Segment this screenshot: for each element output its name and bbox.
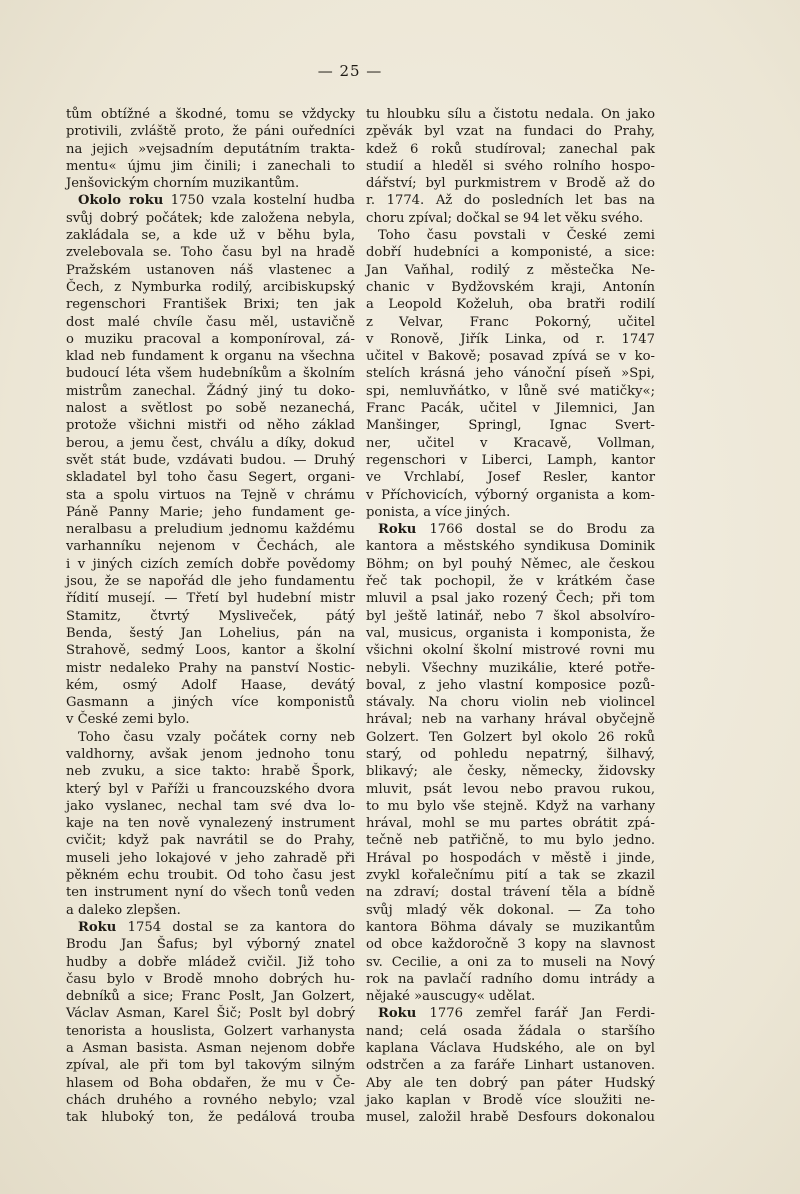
line-text: dobří hudebníci a komponisté, a sice:: [366, 245, 655, 261]
line-text: varhanníku nejenom v Čechách, ale: [66, 539, 355, 555]
text-line: [366, 988, 655, 1005]
line-text: protože všichni mistři od něho základ: [66, 418, 355, 434]
line-text: kantora a městského syndikusa Dominik: [366, 539, 655, 555]
text-line: [366, 1005, 655, 1022]
line-text: spi, nemluvňátko, v lůně své matičky«;: [366, 383, 655, 399]
line-text: nand; celá osada žádala o staršího: [366, 1023, 655, 1039]
text-line: [366, 192, 655, 209]
text-line: [366, 919, 655, 936]
line-text: debníků a sice; Franc Poslt, Jan Golzert,: [66, 989, 355, 1005]
line-text: kantora Böhma dávaly se muzikantům: [366, 919, 655, 935]
text-line: [366, 487, 655, 504]
line-text: jako kaplan v Brodě více sloužiti ne-: [366, 1092, 655, 1108]
line-text: o muziku pracoval a komponíroval, zá-: [66, 331, 355, 347]
text-line: [66, 210, 355, 227]
text-line: [66, 1075, 355, 1092]
text-line: [366, 538, 655, 555]
text-line: [366, 850, 655, 867]
text-line: [366, 504, 655, 521]
line-text: nalost a světlost po sobě nezanechá,: [66, 401, 355, 417]
line-text: Manšinger, Springl, Ignac Svert-: [366, 418, 655, 434]
text-line: [66, 296, 355, 313]
text-line: [366, 677, 655, 694]
text-line: [66, 279, 355, 296]
text-line: [66, 573, 355, 590]
line-text: ponista, a více jiných.: [366, 504, 511, 520]
text-line: [366, 435, 655, 452]
line-text: sv. Cecilie, a oni za to museli na Nový: [366, 954, 655, 970]
line-text: 1750 vzala kostelní hudba: [170, 193, 355, 209]
text-line: [366, 521, 655, 538]
line-text: v Příchovicích, výborný organista a kom-: [366, 487, 655, 503]
line-text: museli jeho lokajové v jeho zahradě při: [66, 850, 355, 866]
text-line: [366, 417, 655, 434]
line-text: od obce každoročně 3 kopy na slavnost: [366, 937, 655, 953]
text-line: [66, 781, 355, 798]
line-text: dářství; byl purkmistrem v Brodě až do: [366, 176, 655, 192]
text-line: [66, 746, 355, 763]
text-line: [66, 1023, 355, 1040]
line-text: času bylo v Brodě mnoho dobrých hu-: [66, 971, 355, 987]
text-line: [366, 763, 655, 780]
text-line: [66, 227, 355, 244]
text-line: [366, 867, 655, 884]
line-text: tak hluboký ton, že pedálová trouba: [66, 1110, 355, 1126]
text-line: [366, 244, 655, 261]
line-text: Golzert. Ten Golzert byl okolo 26 roků: [366, 729, 655, 745]
line-text: mistrům zanechal. Žádný jiný tu doko-: [66, 383, 355, 399]
text-line: [66, 798, 355, 815]
line-text: r. 1774. Až do posledních let bas na: [366, 193, 655, 209]
text-line: [66, 400, 355, 417]
line-text: hudby a dobře mládež cvičil. Již toho: [66, 954, 355, 970]
line-text: stávaly. Na choru violin neb violincel: [366, 695, 655, 711]
text-line: [366, 469, 655, 486]
line-text: Páně Panny Marie; jeho fundament ge-: [66, 504, 355, 520]
line-text: tečně neb patřičně, to mu bylo jedno.: [366, 833, 655, 849]
text-line: [366, 884, 655, 901]
paragraph-lead: Roku: [378, 1006, 417, 1022]
line-text: řeč tak pochopil, že v krátkém čase: [366, 574, 655, 590]
line-text: Václav Asman, Karel Šič; Poslt byl dobrý: [66, 1006, 355, 1022]
paragraph-lead: Okolo roku: [78, 193, 164, 209]
line-text: hrával; neb na varhany hrával obyčejně: [366, 712, 655, 728]
text-line: [66, 435, 355, 452]
line-text: v Ronově, Jiřík Linka, od r. 1747: [366, 331, 655, 347]
right-text-column: [366, 106, 655, 1127]
line-text: val, musicus, organista i komponista, že: [366, 625, 655, 641]
text-line: [366, 971, 655, 988]
text-line: [366, 348, 655, 365]
line-text: Böhm; on byl pouhý Němec, ale českou: [366, 556, 655, 572]
line-text: 1766 dostal se do Brodu za: [429, 522, 655, 538]
text-line: [66, 504, 355, 521]
line-text: všichni okolní školní mistrové rovni mu: [366, 643, 655, 659]
text-line: [366, 1075, 655, 1092]
line-text: studií a hleděl si svého rolního hospo-: [366, 158, 655, 174]
line-text: Stamitz, čtvrtý Mysliveček, pátý: [66, 608, 355, 624]
line-text: Gasmann a jiných více komponistů: [66, 695, 355, 711]
text-line: [366, 1092, 655, 1109]
text-line: [66, 660, 355, 677]
text-line: [66, 1005, 355, 1022]
text-line: [66, 1092, 355, 1109]
text-line: [66, 365, 355, 382]
line-text: 1776 zemřel farář Jan Ferdi-: [429, 1006, 655, 1022]
text-line: [66, 919, 355, 936]
text-line: [66, 1057, 355, 1074]
text-line: [66, 417, 355, 434]
line-text: svět stát bude, vzdávati budou. — Druhý: [66, 452, 355, 468]
text-line: [66, 902, 355, 919]
text-line: [66, 158, 355, 175]
line-text: Toho času vzaly počátek corny neb: [78, 729, 355, 745]
text-line: [366, 642, 655, 659]
line-text: ten instrument nyní do všech tonů veden: [66, 885, 355, 901]
line-text: Strahově, sedmý Loos, kantor a školní: [66, 643, 355, 659]
line-text: nebyli. Všechny muzikálie, které potře-: [366, 660, 655, 676]
line-text: na jejich »vejsadním deputátním trakta-: [66, 141, 355, 157]
line-text: zakládala se, a kde už v běhu byla,: [66, 228, 355, 244]
paragraph-lead: Roku: [78, 919, 117, 935]
text-line: [66, 383, 355, 400]
line-text: a Asman basista. Asman nejenom dobře: [66, 1041, 355, 1057]
text-line: [66, 175, 355, 192]
line-text: Čech, z Nymburka rodilý, arcibiskupský: [66, 279, 355, 295]
line-text: z Velvar, Franc Pokorný, učitel: [366, 314, 655, 330]
text-line: [366, 781, 655, 798]
line-text: Benda, šestý Jan Lohelius, pán na: [66, 625, 355, 641]
line-text: neb zvuku, a sice takto: hrabě Špork,: [66, 764, 355, 780]
line-text: mluvit, psát levou nebo pravou rukou,: [366, 781, 655, 797]
line-text: svůj dobrý počátek; kde založena nebyla,: [66, 210, 355, 226]
text-line: [66, 815, 355, 832]
line-text: musel, založil hrabě Desfours dokonalou: [366, 1110, 655, 1126]
text-line: [366, 123, 655, 140]
line-text: byl ještě latinář, nebo 7 škol absolvíro-: [366, 608, 655, 624]
text-line: [66, 677, 355, 694]
text-line: [366, 331, 655, 348]
line-text: to mu bylo vše stejně. Když na varhany: [366, 798, 655, 814]
text-line: [366, 746, 655, 763]
text-line: [366, 365, 655, 382]
line-text: Aby ale ten dobrý pan páter Hudský: [366, 1075, 655, 1091]
line-text: tenorista a houslista, Golzert varhanysta: [66, 1023, 355, 1039]
line-text: jako vyslanec, nechal tam své dva lo-: [66, 798, 355, 814]
text-line: [66, 487, 355, 504]
text-line: [366, 1057, 655, 1074]
text-line: [66, 348, 355, 365]
line-text: tům obtížné a škodné, tomu se vždycky: [66, 107, 355, 122]
text-line: [366, 798, 655, 815]
text-line: [366, 1109, 655, 1126]
line-text: hlasem od Boha obdařen, že mu v Če-: [66, 1075, 355, 1091]
text-line: [66, 988, 355, 1005]
line-text: a daleko zlepšen.: [66, 902, 181, 918]
text-line: [66, 262, 355, 279]
text-line: [66, 123, 355, 140]
line-text: skladatel byl toho času Segert, organi-: [66, 470, 355, 486]
line-text: který byl v Paříži u francouzského dvora: [66, 781, 355, 797]
text-line: [66, 729, 355, 746]
text-line: [66, 538, 355, 555]
line-text: kaplana Václava Hudského, ale on byl: [366, 1041, 655, 1057]
text-line: [66, 1109, 355, 1126]
text-line: [66, 850, 355, 867]
line-text: cvičit; když pak navrátil se do Prahy,: [66, 833, 355, 849]
line-text: berou, a jemu čest, chválu a díky, dokud: [66, 435, 355, 451]
line-text: regenschori v Liberci, Lamph, kantor: [366, 452, 655, 468]
text-line: [66, 244, 355, 261]
text-line: [366, 556, 655, 573]
line-text: Jenšovickým chorním muzikantům.: [66, 176, 300, 192]
text-line: [366, 227, 655, 244]
line-text: zvykl kořalečnímu pití a tak se zkazil: [366, 868, 655, 884]
line-text: odstrčen a za faráře Linhart ustanoven.: [366, 1058, 655, 1074]
line-text: boval, z jeho vlastní komposice pozů-: [366, 677, 655, 693]
line-text: klad neb fundament k organu na všechna: [66, 349, 355, 365]
text-line: [366, 262, 655, 279]
left-text-column: [66, 106, 355, 1127]
text-line: [366, 608, 655, 625]
text-line: [66, 625, 355, 642]
text-line: [366, 1023, 655, 1040]
text-line: [66, 694, 355, 711]
line-text: učitel v Bakově; posavad zpívá se v ko-: [366, 349, 655, 365]
line-text: neralbasu a preludium jednomu každému: [66, 522, 355, 538]
line-text: ve Vrchlabí, Josef Resler, kantor: [366, 470, 655, 486]
text-line: [66, 867, 355, 884]
text-line: [366, 279, 655, 296]
text-line: [366, 625, 655, 642]
text-line: [366, 400, 655, 417]
line-text: v České zemi bylo.: [66, 712, 190, 728]
line-text: nějaké »auscugy« udělat.: [366, 989, 536, 1005]
text-line: [66, 590, 355, 607]
line-text: protivili, zvláště proto, že páni ouředníci: [66, 124, 355, 140]
text-line: [366, 383, 655, 400]
text-line: [66, 192, 355, 209]
line-text: choru zpíval; dočkal se 94 let věku svého.: [366, 210, 644, 226]
line-text: blikavý; ale česky, německy, židovsky: [366, 764, 655, 780]
line-text: dost malé chvíle času měl, ustavičně: [66, 314, 355, 330]
line-text: starý, od pohledu nepatrný, šilhavý,: [366, 746, 655, 762]
line-text: Toho času povstali v České zemi: [378, 228, 655, 244]
line-text: zpíval, ale při tom byl takovým silným: [66, 1058, 355, 1074]
text-line: [366, 694, 655, 711]
text-line: [66, 106, 355, 123]
text-line: [366, 711, 655, 728]
line-text: zvelebovala se. Toho času byl na hradě: [66, 245, 355, 261]
text-line: [366, 660, 655, 677]
text-line: [366, 158, 655, 175]
line-text: mentu« újmu jim činili; i zanechali to: [66, 158, 355, 174]
line-text: kdež 6 roků studíroval; zanechal pak: [366, 141, 655, 157]
text-line: [366, 815, 655, 832]
line-text: budoucí léta všem hudebníkům a školním: [66, 366, 355, 382]
line-text: chanic v Bydžovském kraji, Antonín: [366, 279, 655, 295]
line-text: řídití musejí. — Třetí byl hudební mistr: [66, 591, 355, 607]
text-line: [366, 936, 655, 953]
page-number: — 25 —: [317, 62, 383, 80]
line-text: kaje na ten nově vynalezený instrument: [66, 816, 355, 832]
text-line: [66, 314, 355, 331]
line-text: stelích krásná jeho vánoční píseň »Spi,: [366, 366, 655, 382]
text-line: [366, 1040, 655, 1057]
text-line: [66, 141, 355, 158]
text-line: [366, 175, 655, 192]
line-text: Hrával po hospodách v městě i jinde,: [366, 850, 655, 866]
text-line: [66, 642, 355, 659]
line-text: mistr nedaleko Prahy na panství Nostic-: [66, 660, 355, 676]
text-line: [66, 556, 355, 573]
line-text: chách druhého a rovného nebylo; vzal: [66, 1092, 355, 1108]
line-text: 1754 dostal se za kantora do: [127, 919, 355, 935]
text-line: [66, 884, 355, 901]
line-text: a Leopold Koželuh, oba bratři rodilí: [366, 297, 655, 313]
text-line: [366, 452, 655, 469]
text-line: [66, 469, 355, 486]
text-line: [366, 106, 655, 123]
text-line: [366, 141, 655, 158]
line-text: svůj mladý věk dokonal. — Za toho: [366, 902, 655, 918]
text-line: [366, 573, 655, 590]
text-line: [66, 521, 355, 538]
text-line: [66, 452, 355, 469]
paragraph-lead: Roku: [378, 522, 417, 538]
line-text: na zdraví; dostal trávení těla a bídně: [366, 885, 655, 901]
text-line: [366, 954, 655, 971]
line-text: Jan Vaňhal, rodilý z městečka Ne-: [366, 262, 655, 278]
text-line: [366, 210, 655, 227]
text-line: [66, 763, 355, 780]
text-line: [66, 832, 355, 849]
line-text: Pražském ustanoven náš vlastenec a: [66, 262, 355, 278]
text-line: [66, 971, 355, 988]
text-line: [66, 711, 355, 728]
text-line: [366, 314, 655, 331]
line-text: regenschori František Brixi; ten jak: [66, 297, 355, 313]
line-text: ner, učitel v Kracavě, Vollman,: [366, 435, 655, 451]
line-text: Franc Pacák, učitel v Jilemnici, Jan: [366, 401, 655, 417]
line-text: i v jiných cizích zemích dobře povědomy: [66, 556, 355, 572]
line-text: zpěvák byl vzat na fundaci do Prahy,: [366, 124, 655, 140]
text-line: [66, 936, 355, 953]
line-text: rok na pavlačí radního domu intrády a: [366, 971, 655, 987]
text-line: [366, 590, 655, 607]
line-text: sta a spolu virtuos na Tejně v chrámu: [66, 487, 355, 503]
text-line: [366, 832, 655, 849]
line-text: kém, osmý Adolf Haase, devátý: [66, 677, 355, 693]
line-text: tu hloubku sílu a čistotu nedala. On jako: [366, 107, 655, 122]
line-text: jsou, že se napořád dle jeho fundamentu: [66, 574, 355, 590]
text-line: [366, 296, 655, 313]
line-text: Brodu Jan Šafus; byl výborný znatel: [66, 937, 355, 953]
text-line: [66, 954, 355, 971]
line-text: mluvil a psal jako rozený Čech; při tom: [366, 591, 655, 607]
line-text: hrával, mohl se mu partes obrátit zpá-: [366, 816, 655, 832]
text-line: [366, 729, 655, 746]
text-line: [366, 902, 655, 919]
text-line: [66, 608, 355, 625]
line-text: pěkném echu troubit. Od toho času jest: [66, 868, 355, 884]
text-line: [66, 1040, 355, 1057]
text-line: [66, 331, 355, 348]
line-text: valdhorny, avšak jenom jednoho tonu: [66, 746, 355, 762]
